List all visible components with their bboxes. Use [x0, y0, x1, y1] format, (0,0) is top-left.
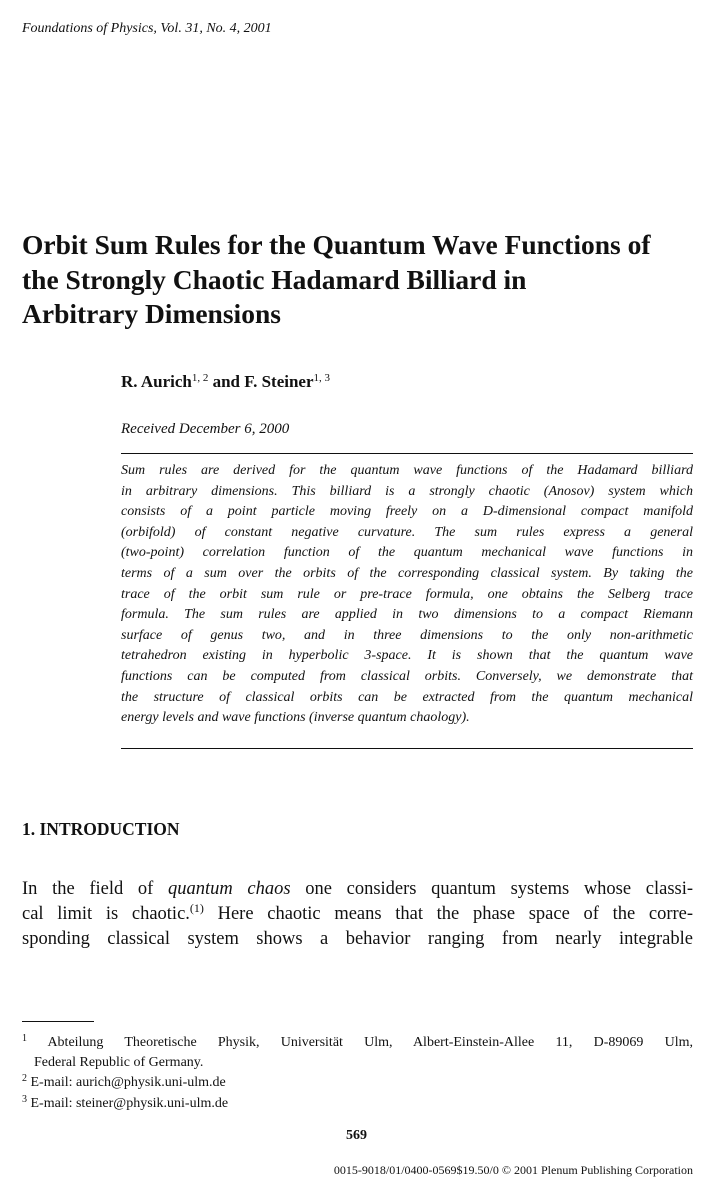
footnote-email[interactable]: E-mail: aurich@physik.uni-ulm.de	[30, 1075, 226, 1090]
abstract-line: consists of a point particle moving freely on a D-dimensional compact manifold	[121, 504, 693, 520]
footnote-marker: 3	[22, 1094, 27, 1105]
abstract-line: (orbifold) of constant negative curvature. The sum rules express a general	[121, 524, 693, 540]
body-line: sponding classical system shows a behavior ranging from nearly integrable	[22, 929, 693, 949]
footnote-3	[22, 1094, 693, 1113]
abstract-bottom-rule	[121, 748, 693, 749]
abstract-line: surface of genus two, and in three dimensions to the only non-arithmetic	[121, 627, 693, 643]
footnote-2	[22, 1073, 693, 1092]
author-name: R. Aurich	[121, 372, 192, 391]
author-list	[121, 372, 330, 392]
body-line	[22, 877, 693, 902]
body-text	[22, 877, 693, 952]
citation-marker[interactable]: (1)	[189, 901, 204, 915]
abstract-line: in arbitrary dimensions. This billiard is a strongly chaotic (Anosov) system which	[121, 483, 693, 499]
body-text-segment: one considers quantum systems whose classi-	[305, 879, 694, 899]
abstract-line: the structure of classical orbits can be extracted from the quantum mechanical	[121, 689, 693, 705]
body-text-segment: cal limit is chaotic.	[22, 904, 190, 924]
title-line: the Strongly Chaotic Hadamard Billiard in	[22, 263, 527, 295]
section-number: 1.	[22, 819, 36, 839]
section-title: INTRODUCTION	[39, 819, 180, 839]
author-conjunction: and	[212, 372, 241, 391]
author-affiliation-marker: 1, 2	[191, 372, 209, 384]
emphasis-term: quantum chaos	[168, 879, 291, 899]
body-text-segment: In the field of	[22, 879, 154, 899]
title-line: Orbit Sum Rules for the Quantum Wave Functions of	[22, 229, 651, 260]
footnote-text: Abteilung Theoretische Physik, Universität Ulm, Albert-Einstein-Allee 11, D-89069 Ulm,	[47, 1035, 693, 1050]
copyright-line: 0015-9018/01/0400-0569$19.50/0 © 2001 Plenum Publishing Corporation	[333, 1163, 693, 1177]
abstract-top-rule	[121, 453, 693, 454]
abstract	[121, 461, 693, 729]
abstract-line: Sum rules are derived for the quantum wave functions of the Hadamard billiard	[121, 463, 693, 478]
abstract-line: formula. The sum rules are applied in two dimensions to a compact Riemann	[121, 607, 693, 623]
footnote-marker: 2	[22, 1073, 27, 1084]
author-name: F. Steiner	[244, 372, 314, 391]
section-heading	[22, 819, 180, 840]
footnote-1	[22, 1033, 693, 1052]
abstract-line: energy levels and wave functions (inverse quantum chaology).	[121, 710, 470, 726]
received-date: Received December 6, 2000	[121, 421, 290, 437]
footnote-1-continuation: Federal Republic of Germany.	[34, 1055, 204, 1070]
page-number: 569	[346, 1128, 367, 1143]
footnote-separator	[22, 1021, 94, 1022]
author-affiliation-marker: 1, 3	[313, 372, 331, 384]
title-line: Arbitrary Dimensions	[22, 298, 281, 329]
abstract-line: (two-point) correlation function of the quantum mechanical wave functions in	[121, 545, 693, 561]
abstract-line: tetrahedron existing in hyperbolic 3-space. It is shown that the quantum wave	[121, 648, 693, 664]
footnote-marker: 1	[22, 1033, 27, 1044]
abstract-line: trace of the orbit sum rule or pre-trace formula, one obtains the Selberg trace	[121, 586, 693, 602]
body-text-segment: Here chaotic means that the phase space of the corre-	[217, 904, 694, 924]
body-line	[22, 902, 693, 927]
journal-header: Foundations of Physics, Vol. 31, No. 4, 2001	[22, 21, 272, 36]
footnote-email[interactable]: E-mail: steiner@physik.uni-ulm.de	[30, 1096, 229, 1111]
abstract-line: terms of a sum over the orbits of the corresponding classical system. By taking the	[121, 565, 693, 581]
abstract-line: functions can be computed from classical orbits. Conversely, we demonstrate that	[121, 668, 693, 684]
paper-title	[22, 228, 697, 332]
